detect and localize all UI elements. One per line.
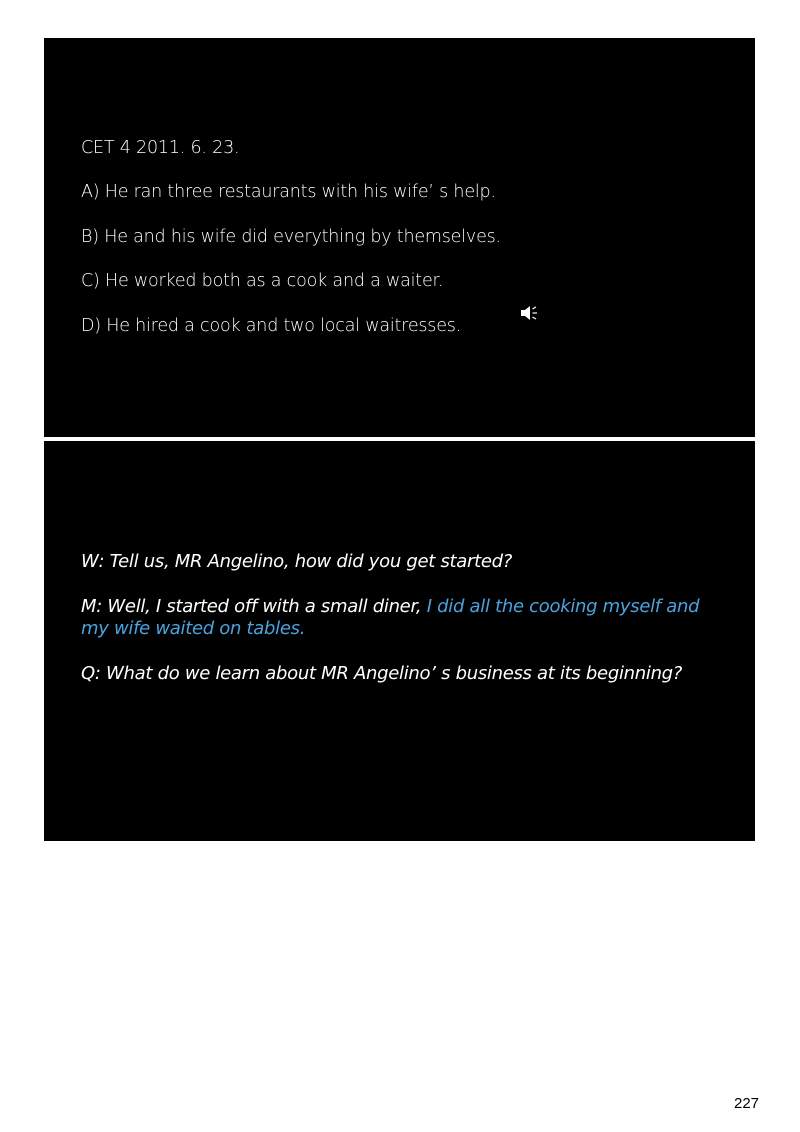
highlighted-answer: I did all the cooking myself and my wife waited on tables. (81, 596, 700, 639)
speaker-icon[interactable] (520, 305, 538, 321)
page-number: 227 (734, 1095, 760, 1112)
man-line-prefix: M: Well, I started off with a small diner, (81, 596, 427, 617)
exam-heading: CET 4 2011. 6. 23. (81, 138, 240, 158)
woman-line: W: Tell us, MR Angelino, how did you get started? (81, 551, 513, 572)
question-slide (44, 38, 755, 437)
option-a: A) He ran three restaurants with his wife’ s help. (81, 182, 496, 202)
option-c: C) He worked both as a cook and a waiter. (81, 271, 444, 291)
man-line (81, 596, 721, 640)
option-d: D) He hired a cook and two local waitresses. (81, 316, 462, 336)
question-line: Q: What do we learn about MR Angelino’ s business at its beginning? (81, 663, 683, 684)
transcript-slide (44, 441, 755, 841)
option-b: B) He and his wife did everything by themselves. (81, 227, 501, 247)
